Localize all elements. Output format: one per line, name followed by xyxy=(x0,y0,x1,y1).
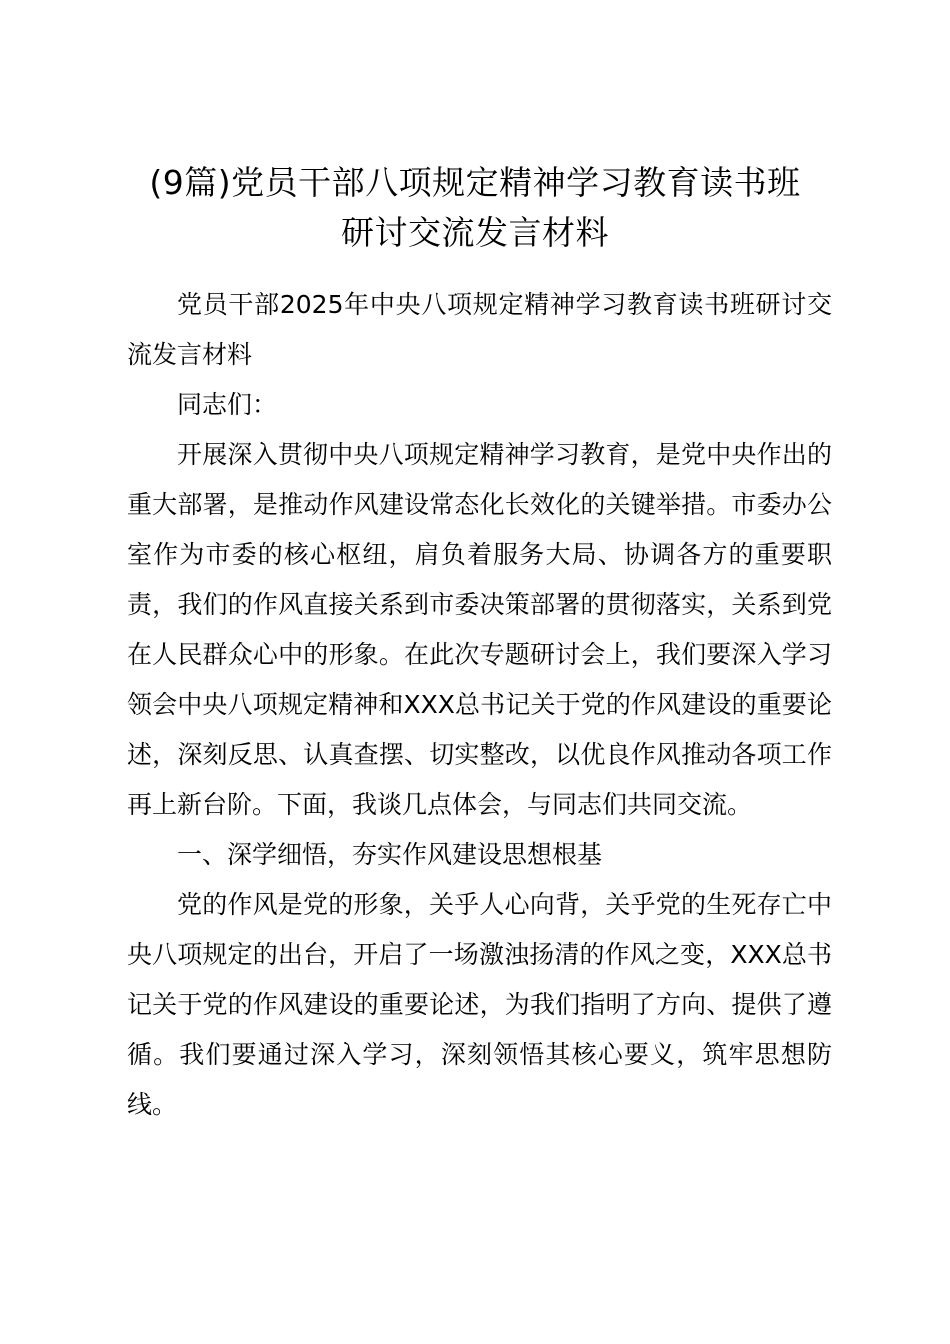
salutation-paragraph: 同志们： xyxy=(177,390,278,419)
document-title-line-2: 研讨交流发言材料 xyxy=(341,213,609,252)
intro-paragraph: 开展深入贯彻中央八项规定精神学习教育，是党中央作出的重大部署，是推动作风建设常态化长效化的关键举措。市委办公室作为市委的核心枢纽，肩负着服务大局、协调各方的重要职责，我们的作风直接关系到市委决策部署的贯彻落实，关系到党在人民群众心中的形象。在此次专题研讨会上，我们要深入学习领会中央八项规定精神和XXX总书记关于党的作风建设的重要论述，深刻反思、认真查摆、切实整改，以优良作风推动各项工作再上新台阶。下面，我谈几点体会，与同志们共同交流。 xyxy=(127,440,832,819)
body-paragraph: 党的作风是党的形象，关乎人心向背，关乎党的生死存亡中央八项规定的出台，开启了一场激浊扬清的作风之变，XXX总书记关于党的作风建设的重要论述，为我们指明了方向、提供了遵循。我们要通过深入学习，深刻领悟其核心要义，筑牢思想防线。 xyxy=(127,890,832,1119)
document-body xyxy=(127,280,832,1130)
section-heading: 一、深学细悟，夯实作风建设思想根基 xyxy=(177,840,603,869)
subtitle-paragraph: 党员干部2025年中央八项规定精神学习教育读书班研讨交流发言材料 xyxy=(127,290,832,369)
document-title-line-1: (9篇)党员干部八项规定精神学习教育读书班 xyxy=(149,163,801,202)
